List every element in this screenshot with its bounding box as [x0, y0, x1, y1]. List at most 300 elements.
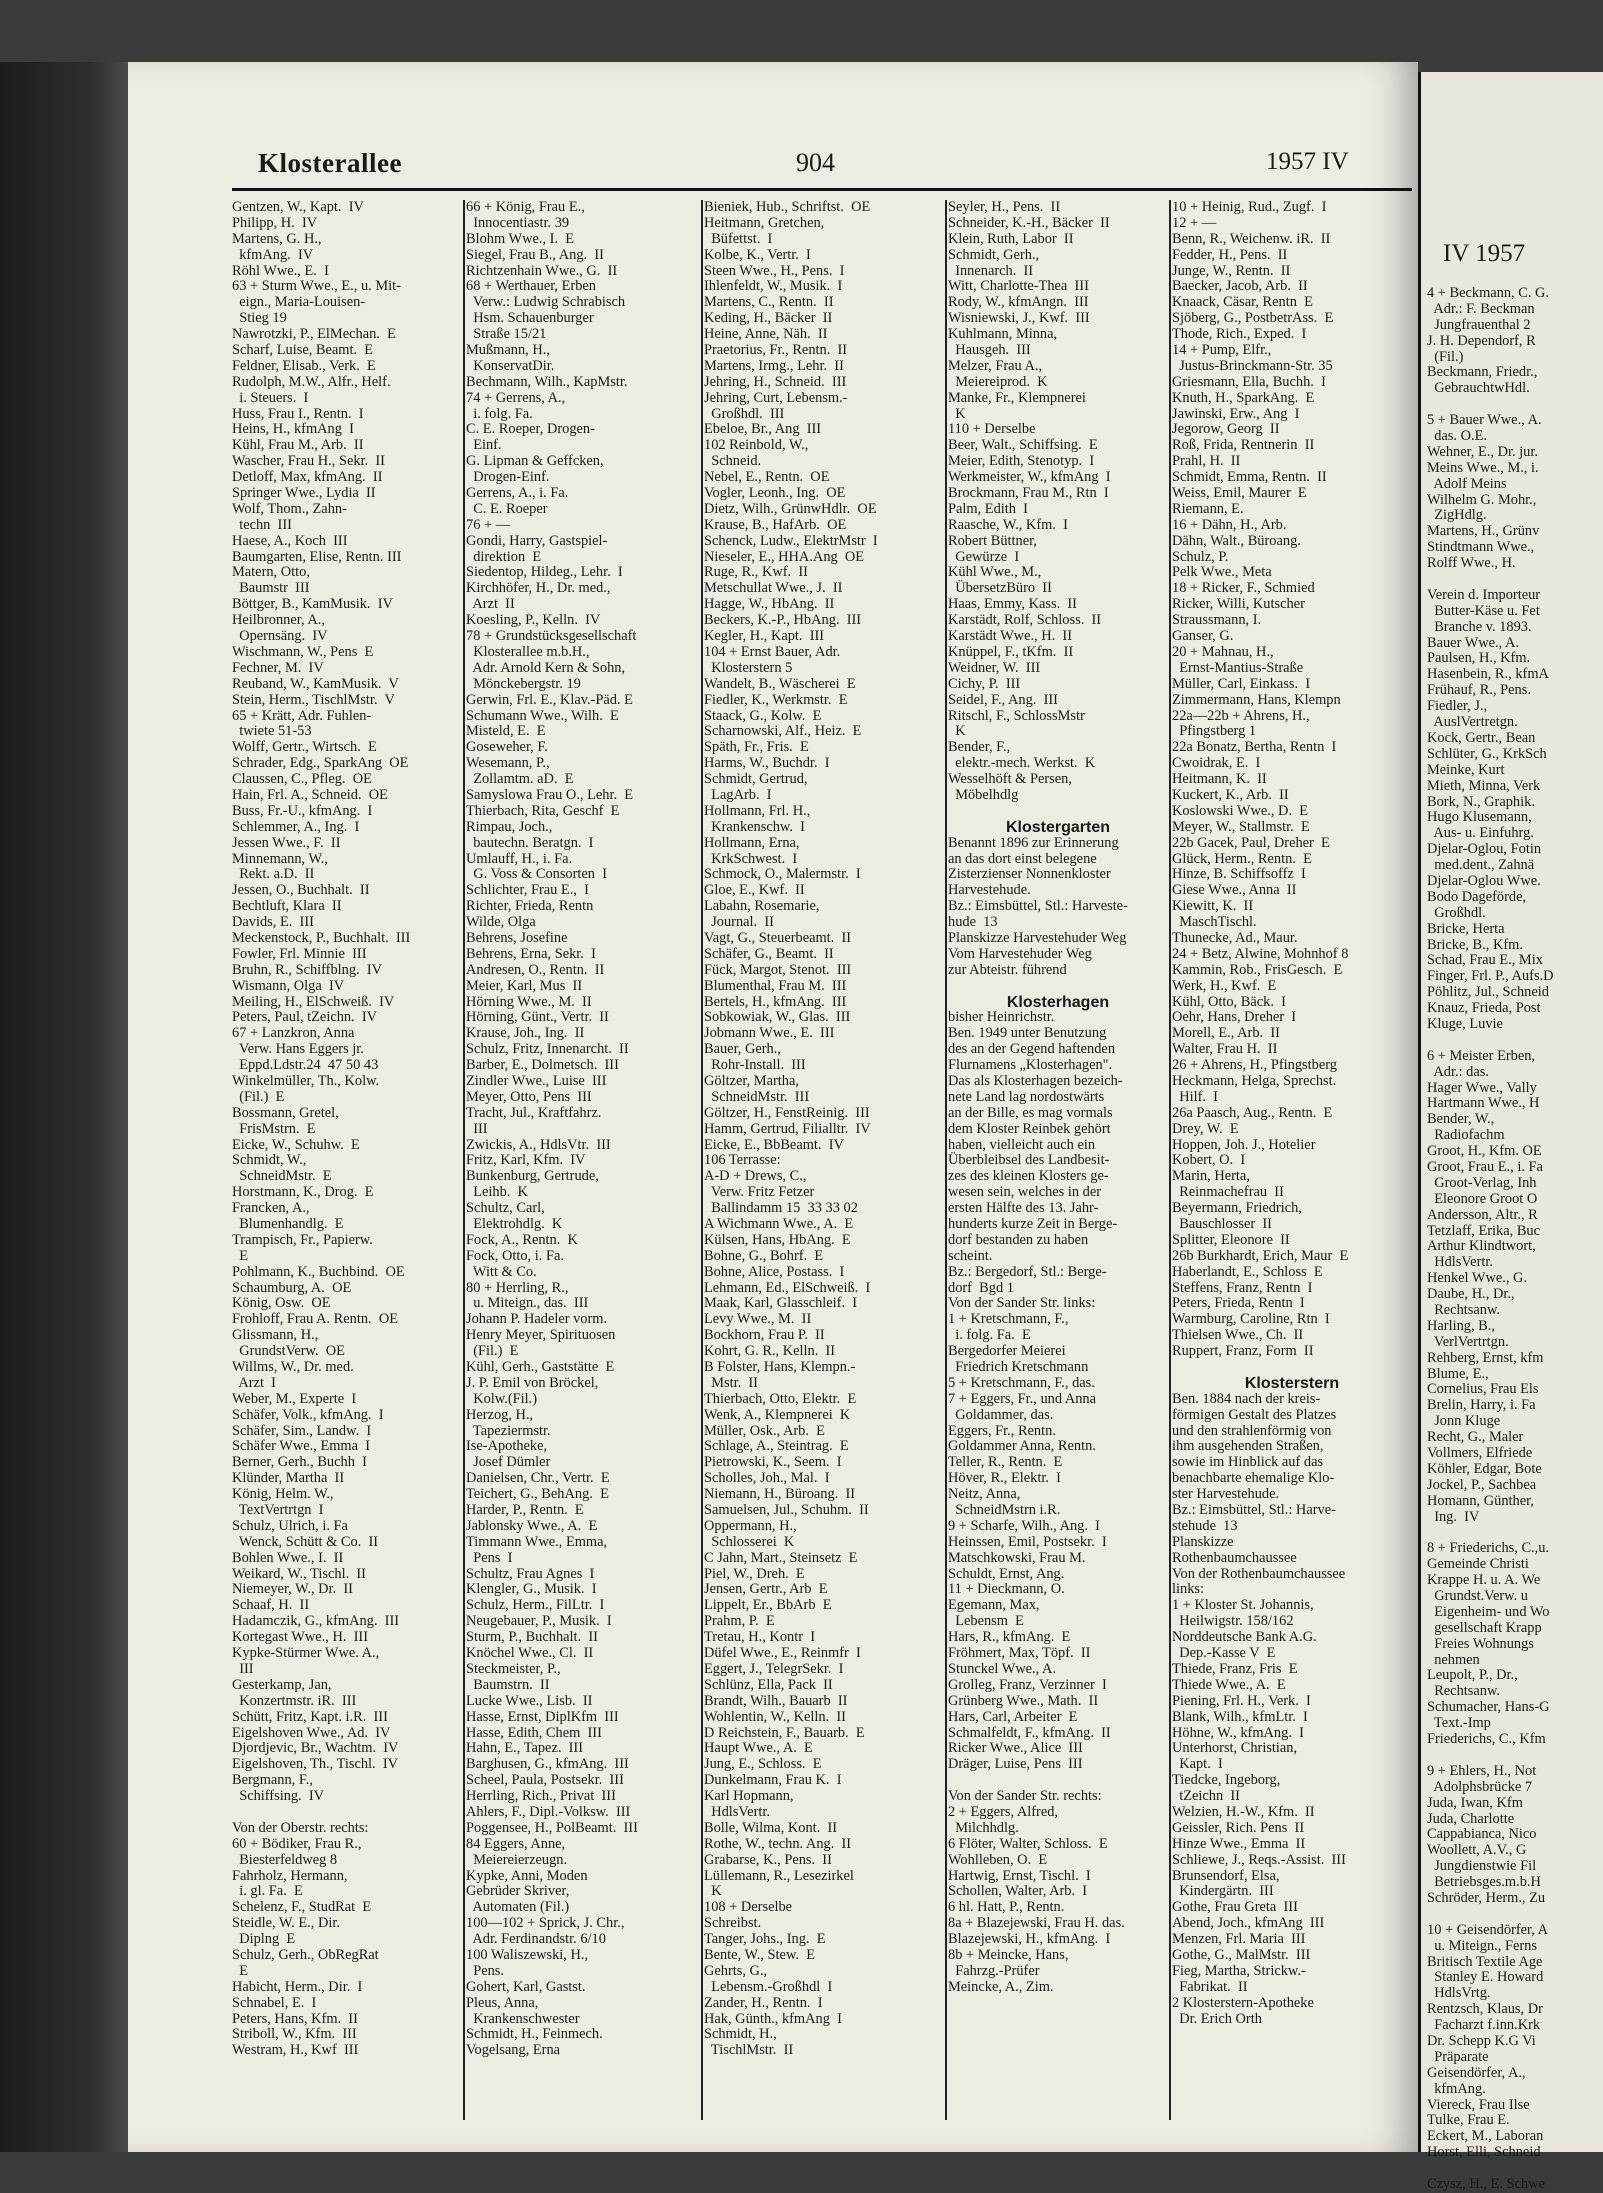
directory-line	[1172, 1360, 1412, 1376]
directory-line: Pietrowski, K., Seem. I	[704, 1454, 842, 1471]
directory-line: Pelk Wwe., Meta	[1172, 564, 1272, 581]
directory-line: Sturm, P., Buchhalt. II	[466, 1629, 598, 1646]
directory-line: Planskizze	[1172, 1533, 1234, 1550]
directory-line: Lüllemann, R., Lesezirkel	[704, 1867, 854, 1884]
directory-line: Brandt, Wilh., Bauarb II	[704, 1692, 848, 1709]
directory-line: Unterhorst, Christian,	[1172, 1740, 1298, 1757]
directory-line: Wohlentin, W., Kelln. II	[704, 1708, 846, 1725]
directory-line: Gothe, G., MalMstr. III	[1172, 1946, 1311, 1963]
directory-line: Pens.	[466, 1962, 504, 1979]
directory-line: Vom Harvestehuder Weg	[948, 945, 1092, 962]
directory-line: Gothe, Frau Greta III	[1172, 1899, 1298, 1916]
directory-line: Westram, H., Kwf III	[232, 2042, 359, 2059]
directory-line: Daube, H., Dr.,	[1427, 1286, 1515, 1303]
directory-line: HdlsVrtg.	[1427, 1985, 1491, 2002]
directory-line: Klein, Ruth, Labor II	[948, 230, 1074, 247]
directory-line: Klosterstern 5	[704, 659, 793, 676]
directory-line: Höhne, W., kfmAng. I	[1172, 1724, 1304, 1741]
directory-line: Kortegast Wwe., H. III	[232, 1629, 369, 1646]
directory-line: Rothenbaumchaussee	[1172, 1549, 1297, 1566]
directory-line: Ballindamm 15 33 33 02	[704, 1200, 858, 1217]
directory-line: Djelar-Oglou Wwe.	[1427, 872, 1541, 889]
directory-line: 80 + Herrling, R.,	[466, 1279, 569, 1296]
directory-line: Verw. Hans Eggers jr.	[232, 1041, 364, 1058]
directory-line: Bechtluft, Klara II	[232, 898, 342, 915]
directory-line: FrisMstrn. E	[232, 1120, 316, 1137]
directory-line: 20 + Mahnau, H.,	[1172, 643, 1274, 660]
directory-line: an das dort einst belegene	[948, 850, 1097, 867]
directory-line: Höver, R., Elektr. I	[948, 1470, 1061, 1487]
directory-line: Hagge, W., HbAng. II	[704, 596, 835, 613]
directory-line: 16 + Dähn, H., Arb.	[1172, 516, 1287, 533]
directory-line: Elektrohdlg. K	[466, 1216, 563, 1232]
directory-line: Martens, G. H.,	[232, 230, 322, 247]
directory-line: Fritz, Karl, Kfm. IV	[466, 1152, 586, 1169]
directory-line: Fechner, M. IV	[232, 659, 324, 676]
directory-line: Branche v. 1893.	[1427, 618, 1532, 635]
directory-line: Blazejewski, H., kfmAng. I	[948, 1931, 1111, 1948]
directory-line: Kühl, Gerh., Gaststätte E	[466, 1359, 615, 1376]
directory-line: 78 + Grundstücksgesellschaft	[466, 628, 637, 645]
directory-line: Wascher, Frau H., Sekr. II	[232, 453, 385, 470]
directory-line: Schaaf, H. II	[232, 1597, 310, 1614]
directory-line: 8b + Meincke, Hans,	[948, 1946, 1069, 1963]
directory-line: Juda, Iwan, Kfm	[1427, 1794, 1523, 1811]
directory-line: Giese Wwe., Anna II	[1172, 882, 1297, 899]
directory-line: Karl Hopmann,	[704, 1788, 794, 1805]
directory-line: Knauz, Frieda, Post	[1427, 1000, 1541, 1017]
directory-line: Hamm, Gertrud, Filialltr. IV	[704, 1120, 871, 1137]
directory-line: Vagt, G., Steuerbeamt. II	[704, 929, 852, 946]
directory-line: Fiedler, K., Werkmstr. E	[704, 691, 848, 708]
directory-line: Schmidt, Gertrud,	[704, 771, 808, 788]
directory-line: Rechtsanw.	[1427, 1302, 1500, 1318]
directory-line: Wolf, Thom., Zahn-	[232, 500, 347, 517]
directory-line: Schmidt, Emma, Rentn. II	[1172, 469, 1327, 486]
directory-line: Schneid.	[704, 453, 762, 470]
directory-line: Bz.: Eimsbüttel, Stl.: Harve-	[1172, 1502, 1336, 1519]
directory-line: Fieg, Martha, Strickw.-	[1172, 1962, 1306, 1979]
directory-line: Marin, Herta,	[1172, 1168, 1250, 1185]
directory-line: Friedrich Kretschmann	[948, 1359, 1089, 1376]
directory-line	[1427, 1907, 1554, 1923]
directory-line: 2 Klosterstern-Apotheke	[1172, 1994, 1314, 2011]
directory-line: Bolle, Wilma, Kont. II	[704, 1819, 838, 1836]
directory-line: Matern, Otto,	[232, 564, 310, 581]
directory-line: Pleus, Anna,	[466, 1994, 539, 2011]
directory-line: Zindler Wwe., Luise III	[466, 1072, 607, 1089]
directory-line: Zander, H., Rentn. I	[704, 1994, 823, 2011]
directory-line: Schlage, A., Steintrag. E	[704, 1438, 849, 1455]
directory-line: Fedder, H., Pens. II	[1172, 246, 1288, 263]
directory-line: wesen sein, welches in der	[948, 1184, 1102, 1201]
directory-line: Manke, Fr., Klempnerei	[948, 389, 1086, 406]
directory-line: Minnemann, W.,	[232, 850, 328, 867]
directory-line: Fröhmert, Max, Töpf. II	[948, 1645, 1091, 1662]
directory-line: Schliewe, J., Reqs.-Assist. III	[1172, 1851, 1346, 1868]
directory-line: G. Lipman & Geffcken,	[466, 453, 604, 470]
directory-line: Bergedorfer Meierei	[948, 1343, 1066, 1360]
directory-line: 1 + Kretschmann, F.,	[948, 1311, 1069, 1328]
directory-line: Schad, Frau E., Mix	[1427, 952, 1543, 969]
directory-line: hunderts kurze Zeit in Berge-	[948, 1216, 1118, 1232]
directory-line: 9 + Scharfe, Wilh., Ang. I	[948, 1517, 1100, 1534]
directory-line: Klosterallee m.b.H.,	[466, 643, 590, 660]
column-5	[1172, 200, 1412, 2027]
directory-line: 110 + Derselbe	[948, 421, 1036, 438]
directory-line: Krappe H. u. A. We	[1427, 1572, 1541, 1589]
directory-line: Beckmann, Friedr.,	[1427, 364, 1538, 381]
directory-line: Jessen, O., Buchhalt. II	[232, 882, 370, 899]
directory-line: 26a Paasch, Aug., Rentn. E	[1172, 1104, 1333, 1121]
directory-line: Timmann Wwe., Emma,	[466, 1533, 608, 1550]
directory-line: Jungfrauenthal 2	[1427, 316, 1531, 333]
directory-line: Ing. IV	[1427, 1508, 1480, 1525]
directory-line: Ihlenfeldt, W., Musik. I	[704, 278, 843, 295]
directory-line: Schultz, Frau Agnes I	[466, 1565, 595, 1582]
directory-line: Adr. Ferdinandstr. 6/10	[466, 1931, 606, 1948]
directory-line: 2 + Eggers, Alfred,	[948, 1803, 1059, 1820]
directory-line: Kegler, H., Kapt. III	[704, 628, 825, 645]
directory-line: Gondi, Harry, Gastspiel-	[466, 532, 608, 549]
directory-line: Kuckert, K., Arb. II	[1172, 786, 1289, 803]
directory-line: Ben. 1884 nach der kreis-	[1172, 1390, 1321, 1407]
directory-line: Mönckebergstr. 19	[466, 675, 581, 692]
directory-line: Gloe, E., Kwf. II	[704, 882, 805, 899]
directory-line: Djordjevic, Br., Wachtm. IV	[232, 1740, 399, 1757]
directory-line: Witt, Charlotte-Thea III	[948, 278, 1089, 295]
directory-line: Hilf. I	[1172, 1088, 1218, 1105]
directory-line: Präparate	[1427, 2048, 1489, 2065]
directory-line: Fock, Otto, i. Fa.	[466, 1247, 564, 1264]
directory-line: AuslVertretgn.	[1427, 714, 1518, 731]
directory-line	[232, 1805, 460, 1821]
directory-line: Steckmeister, P.,	[466, 1660, 561, 1677]
directory-line: Rothe, W., techn. Ang. II	[704, 1835, 852, 1852]
directory-line: Heitmann, K. II	[1172, 771, 1267, 788]
directory-line: Grünberg Wwe., Math. II	[948, 1692, 1099, 1709]
directory-line: Meiling, H., ElSchweiß. IV	[232, 993, 395, 1010]
directory-line: Eigenheim- und Wo	[1427, 1603, 1550, 1620]
directory-line: Teichert, G., BehAng. E	[466, 1486, 609, 1503]
directory-line: i. folg. Fa.	[466, 405, 533, 422]
directory-line: Warmburg, Caroline, Rtn I	[1172, 1311, 1330, 1328]
directory-line: Schenck, Ludw., ElektrMstr I	[704, 532, 878, 549]
directory-line: Jockel, P., Sachbea	[1427, 1476, 1537, 1493]
directory-line: Knaack, Cäsar, Rentn E	[1172, 294, 1313, 311]
directory-line: Koslowski Wwe., D. E	[1172, 802, 1309, 819]
directory-line: 9 + Ehlers, H., Not	[1427, 1762, 1537, 1779]
directory-line: Blume, E.,	[1427, 1365, 1489, 1382]
directory-line: 5 + Kretschmann, F., das.	[948, 1374, 1095, 1391]
directory-line: Barber, E., Dolmetsch. III	[466, 1057, 619, 1074]
directory-line: Kirchhöfer, H., Dr. med.,	[466, 580, 611, 597]
directory-line: Kypke, Anni, Moden	[466, 1867, 588, 1884]
directory-line: ster Harvestehude.	[1172, 1486, 1280, 1503]
directory-line: Hars, Carl, Arbeiter E	[948, 1708, 1078, 1725]
directory-line: Herrling, Rich., Privat III	[466, 1788, 616, 1805]
directory-line: SchneidMstrn i.R.	[948, 1502, 1061, 1519]
directory-line: Jehring, Curt, Lebensm.-	[704, 389, 848, 406]
directory-line: Zwickis, A., HdlsVtr. III	[466, 1136, 611, 1153]
directory-line: Misteld, E. E	[466, 723, 546, 740]
directory-line: Bender, W.,	[1427, 1111, 1495, 1128]
directory-line: E	[232, 1962, 248, 1979]
directory-line: Thierbach, Otto, Elektr. E	[704, 1390, 857, 1407]
directory-line: Norddeutsche Bank A.G.	[1172, 1629, 1317, 1646]
directory-line: Hörning Wwe., M. II	[466, 993, 592, 1010]
directory-line: Einf.	[466, 437, 502, 454]
directory-line: Gebrüder Skriver,	[466, 1883, 570, 1900]
street-title: Klosterallee	[258, 148, 402, 178]
directory-line: Gohert, Karl, Gastst.	[466, 1978, 586, 1995]
directory-line: Niemann, H., Büroang. II	[704, 1486, 856, 1503]
directory-line: Ruge, R., Kwf. II	[704, 564, 808, 581]
directory-line: Opernsäng. IV	[232, 628, 328, 645]
directory-line: Hörning, Günt., Vertr. II	[466, 1009, 609, 1026]
directory-line: Welzien, H.-W., Kfm. II	[1172, 1803, 1315, 1820]
directory-line: Jonn Kluge	[1427, 1413, 1501, 1430]
directory-line: Flurnamens „Klosterhagen".	[948, 1057, 1113, 1074]
directory-line: Mieth, Minna, Verk	[1427, 777, 1541, 794]
directory-line: Seyler, H., Pens. II	[948, 199, 1061, 215]
directory-line: Drogen-Einf.	[466, 469, 550, 486]
directory-line	[1427, 1033, 1554, 1049]
directory-line: Steffens, Franz, Rentn I	[1172, 1279, 1313, 1296]
directory-line: 22b Gacek, Paul, Dreher E	[1172, 834, 1330, 851]
directory-line: 12 + —	[1172, 214, 1217, 231]
directory-line: Bauer, Gerh.,	[704, 1041, 781, 1058]
directory-line: Ise-Apotheke,	[466, 1438, 548, 1455]
directory-line: Straussmann, I.	[1172, 612, 1262, 629]
directory-line: Bohne, G., Bohrf. E	[704, 1247, 824, 1264]
directory-line: Richter, Frieda, Rentn	[466, 898, 594, 915]
directory-line: Schuldt, Ernst, Ang.	[948, 1565, 1065, 1582]
directory-line: Goseweher, F.	[466, 739, 548, 756]
directory-line: III	[466, 1120, 488, 1137]
directory-line: Bockhorn, Frau P. II	[704, 1327, 825, 1344]
directory-line: Schumann Wwe., Wilh. E	[466, 707, 619, 724]
directory-line: Nieseler, E., HHA.Ang OE	[704, 548, 865, 565]
directory-line: Hollmann, Frl. H.,	[704, 802, 811, 819]
directory-line: Großhdl. III	[704, 405, 785, 422]
directory-line: Paulsen, H., Kfm.	[1427, 650, 1531, 667]
directory-line: Reuband, W., KamMusik. V	[232, 675, 399, 692]
directory-line: Richtzenhain Wwe., G. II	[466, 262, 618, 279]
directory-line: Brunsendorf, Elsa,	[1172, 1867, 1280, 1884]
directory-line: Klünder, Martha II	[232, 1470, 345, 1487]
directory-line: Wisniewski, J., Kwf. III	[948, 310, 1090, 327]
directory-line: Schmidt, W.,	[232, 1152, 307, 1169]
directory-line: Von der Sander Str. links:	[948, 1295, 1096, 1312]
directory-line: das. O.E.	[1427, 428, 1487, 445]
directory-line: 108 + Derselbe	[704, 1899, 793, 1916]
directory-line: Staack, G., Kolw. E	[704, 707, 822, 724]
directory-line: i. Steuers. I	[232, 389, 309, 406]
directory-line: Britisch Textile Age	[1427, 1953, 1543, 1970]
directory-line: Stieg 19	[232, 310, 287, 327]
directory-line: Lippelt, Er., BbArb E	[704, 1597, 832, 1614]
directory-line: Kuhlmann, Minna,	[948, 326, 1058, 343]
directory-line: Rehberg, Ernst, kfm	[1427, 1349, 1544, 1366]
directory-line: Beer, Walt., Schiffsing. E	[948, 437, 1098, 454]
directory-line: Siegel, Frau B., Ang. II	[466, 246, 604, 263]
directory-line: Heitmann, Gretchen,	[704, 214, 825, 231]
directory-line: Weidner, W. III	[948, 659, 1041, 676]
directory-line: Siedentop, Hildeg., Lehr. I	[466, 564, 623, 581]
directory-line: Wilhelm G. Mohr.,	[1427, 491, 1537, 508]
directory-line: Haese, A., Koch III	[232, 532, 348, 549]
directory-line: Dietz, Wilh., GrünwHdlr. OE	[704, 500, 877, 517]
directory-line: Vogelsang, Erna	[466, 2042, 561, 2059]
directory-line: 6 Flöter, Walter, Schloss. E	[948, 1835, 1108, 1852]
directory-line: Oehr, Hans, Dreher I	[1172, 1009, 1297, 1026]
directory-line: Grundst.Verw. u	[1427, 1588, 1528, 1605]
directory-line: Raasche, W., Kfm. I	[948, 516, 1068, 533]
directory-line: Karstädt Wwe., H. II	[948, 628, 1073, 645]
directory-line: 26 + Ahrens, H., Pfingstberg	[1172, 1057, 1337, 1074]
directory-line: Roß, Frida, Rentnerin II	[1172, 437, 1315, 454]
book-gutter	[0, 62, 128, 2152]
directory-line: Tulke, Frau E.	[1427, 2112, 1510, 2129]
directory-line: Arzt I	[232, 1374, 276, 1391]
directory-line: Hartmann Wwe., H	[1427, 1095, 1540, 1112]
directory-line: Woollett, A.V., G	[1427, 1842, 1527, 1859]
directory-line: Thierbach, Rita, Geschf E	[466, 802, 620, 819]
directory-line: Barghusen, G., kfmAng. III	[466, 1756, 629, 1773]
directory-line: Heinssen, Emil, Postsekr. I	[948, 1533, 1107, 1550]
next-page-edge	[1418, 72, 1603, 2192]
directory-line: Hsm. Schauenburger	[466, 310, 594, 327]
directory-line: Meinke, Kurt	[1427, 761, 1505, 778]
directory-line: Grolleg, Franz, Verzinner I	[948, 1676, 1107, 1693]
directory-line: Heckmann, Helga, Sprechst.	[1172, 1072, 1337, 1089]
directory-line: Schlosserei K	[704, 1533, 795, 1550]
directory-line: Walter, Frau H. II	[1172, 1041, 1278, 1058]
directory-line: Heilbronner, A.,	[232, 612, 325, 629]
directory-line: 10 + Heinig, Rud., Zugf. I	[1172, 199, 1327, 215]
directory-line: Bieniek, Hub., Schriftst. OE	[704, 199, 871, 215]
directory-line: Finger, Frl. P., Aufs.D	[1427, 968, 1554, 985]
directory-line: G. Voss & Consorten I	[466, 866, 607, 883]
directory-line: Dunkelmann, Frau K. I	[704, 1772, 842, 1789]
directory-line: Hager Wwe., Vally	[1427, 1079, 1537, 1096]
directory-line: Schäfer Wwe., Emma I	[232, 1438, 370, 1455]
directory-line: Horst, Elli, Schneid	[1427, 2144, 1541, 2161]
directory-line: Düfel Wwe., E., Reinmfr I	[704, 1645, 861, 1662]
directory-line: 24 + Betz, Alwine, Mohnhof 8	[1172, 945, 1349, 962]
directory-line: 100—102 + Sprick, J. Chr.,	[466, 1915, 625, 1932]
directory-line: Verw. Fritz Fetzer	[704, 1184, 815, 1201]
directory-line: Pohlmann, K., Buchbind. OE	[232, 1263, 405, 1280]
directory-line: Gemeinde Christi	[1427, 1556, 1529, 1573]
directory-line: Schäfer, Sim., Landw. I	[232, 1422, 372, 1439]
directory-line: techn III	[232, 516, 292, 533]
directory-line: Blohm Wwe., I. E	[466, 230, 575, 247]
directory-line: Innenarch. II	[948, 262, 1034, 279]
directory-line: Johann P. Hadeler vorm.	[466, 1311, 608, 1328]
directory-line: Meckenstock, P., Buchhalt. III	[232, 929, 411, 946]
directory-line: Bodo Dageförde,	[1427, 888, 1527, 905]
directory-line: Verein d. Importeur	[1427, 586, 1541, 603]
directory-line: Külsen, Hans, HbAng. E	[704, 1231, 851, 1248]
directory-line: Geisendörfer, A.,	[1427, 2064, 1526, 2081]
directory-line: Samuelsen, Jul., Schuhm. II	[704, 1502, 869, 1519]
directory-line: Thunecke, Ad., Maur.	[1172, 929, 1298, 946]
directory-line: Aus- u. Einfuhrg.	[1427, 825, 1534, 842]
directory-line: Stindtmann Wwe.,	[1427, 539, 1535, 556]
directory-line: Geissler, Rich. Pens II	[1172, 1819, 1305, 1836]
directory-line: Betriebsges.m.b.H	[1427, 1874, 1541, 1891]
directory-line: Meier, Karl, Mus II	[466, 977, 583, 994]
directory-line: Bohlen Wwe., I. II	[232, 1549, 344, 1566]
column-divider	[701, 200, 703, 2120]
directory-line: Schlünz, Ella, Pack II	[704, 1676, 833, 1693]
directory-line: haben, vielleicht auch ein	[948, 1136, 1096, 1153]
directory-line: Prahm, P. E	[704, 1613, 775, 1630]
directory-line: Meincke, A., Zim.	[948, 1978, 1054, 1995]
directory-line: Brockmann, Frau M., Rtn I	[948, 485, 1109, 502]
directory-line: C. E. Roeper, Drogen-	[466, 421, 595, 438]
directory-line: Beyermann, Friedrich,	[1172, 1200, 1302, 1217]
directory-line: Eigelshoven, Th., Tischl. IV	[232, 1756, 399, 1773]
directory-line: Kühl, Otto, Bäck. I	[1172, 993, 1286, 1010]
directory-line: Knüppel, F., tKfm. II	[948, 643, 1074, 660]
directory-line: Schnabel, E. I	[232, 1994, 317, 2011]
directory-line: Rody, W., kfmAngn. III	[948, 294, 1089, 311]
directory-line: Büfettst. I	[704, 230, 773, 247]
directory-line: 22a Bonatz, Bertha, Rentn I	[1172, 739, 1337, 756]
directory-line: Springer Wwe., Lydia II	[232, 485, 376, 502]
directory-line: Planskizze Harvestehuder Weg	[948, 929, 1127, 946]
directory-line: Göltzer, Martha,	[704, 1072, 799, 1089]
directory-line: Späth, Fr., Fris. E	[704, 739, 809, 756]
directory-line: Heine, Anne, Näh. II	[704, 326, 828, 343]
directory-line: K	[704, 1883, 722, 1900]
directory-line: Überbleibsel des Landbesit-	[948, 1152, 1110, 1169]
directory-line: Wismann, Olga IV	[232, 977, 345, 994]
directory-line: Baecker, Jacob, Arb. II	[1172, 278, 1308, 295]
column-divider	[1169, 200, 1171, 2120]
directory-line: III	[232, 1660, 254, 1677]
directory-line: 8a + Blazejewski, Frau H. das.	[948, 1915, 1125, 1932]
directory-line: Eigelshoven Wwe., Ad. IV	[232, 1724, 391, 1741]
directory-line: LagArb. I	[704, 786, 772, 803]
directory-line: Eppd.Ldstr.24 47 50 43	[232, 1057, 379, 1074]
directory-line: Harder, P., Rentn. E	[466, 1502, 584, 1519]
directory-line: KrkSchwest. I	[704, 850, 798, 867]
directory-line: Bricke, B., Kfm.	[1427, 936, 1523, 953]
directory-line: Metschullat Wwe., J. II	[704, 580, 843, 597]
directory-line: Meiereiprod. K	[948, 373, 1048, 390]
directory-line: Bauschlosser II	[1172, 1216, 1272, 1232]
directory-line: scheint.	[948, 1247, 993, 1264]
directory-line: Leupolt, P., Dr.,	[1427, 1667, 1518, 1684]
directory-line: Schrader, Edg., SparkAng OE	[232, 755, 409, 772]
directory-line: Rimpau, Joch.,	[466, 818, 553, 835]
directory-line: i. gl. Fa. E	[232, 1883, 303, 1900]
directory-line: Berner, Gerh., Buchh I	[232, 1454, 367, 1471]
directory-line: Drey, W. E	[1172, 1120, 1239, 1137]
directory-line: Leihb. K	[466, 1184, 528, 1201]
directory-line: Ruppert, Franz, Form II	[1172, 1343, 1314, 1360]
directory-line: (Fil.) E	[232, 1088, 285, 1105]
directory-line: Winkelmüller, Th., Kolw.	[232, 1072, 380, 1089]
directory-line: Jawinski, Erw., Ang I	[1172, 405, 1300, 422]
directory-line: Meiereierzeugn.	[466, 1851, 568, 1868]
directory-line: Weiss, Emil, Maurer E	[1172, 485, 1307, 502]
directory-line: Bossmann, Gretel,	[232, 1104, 339, 1121]
